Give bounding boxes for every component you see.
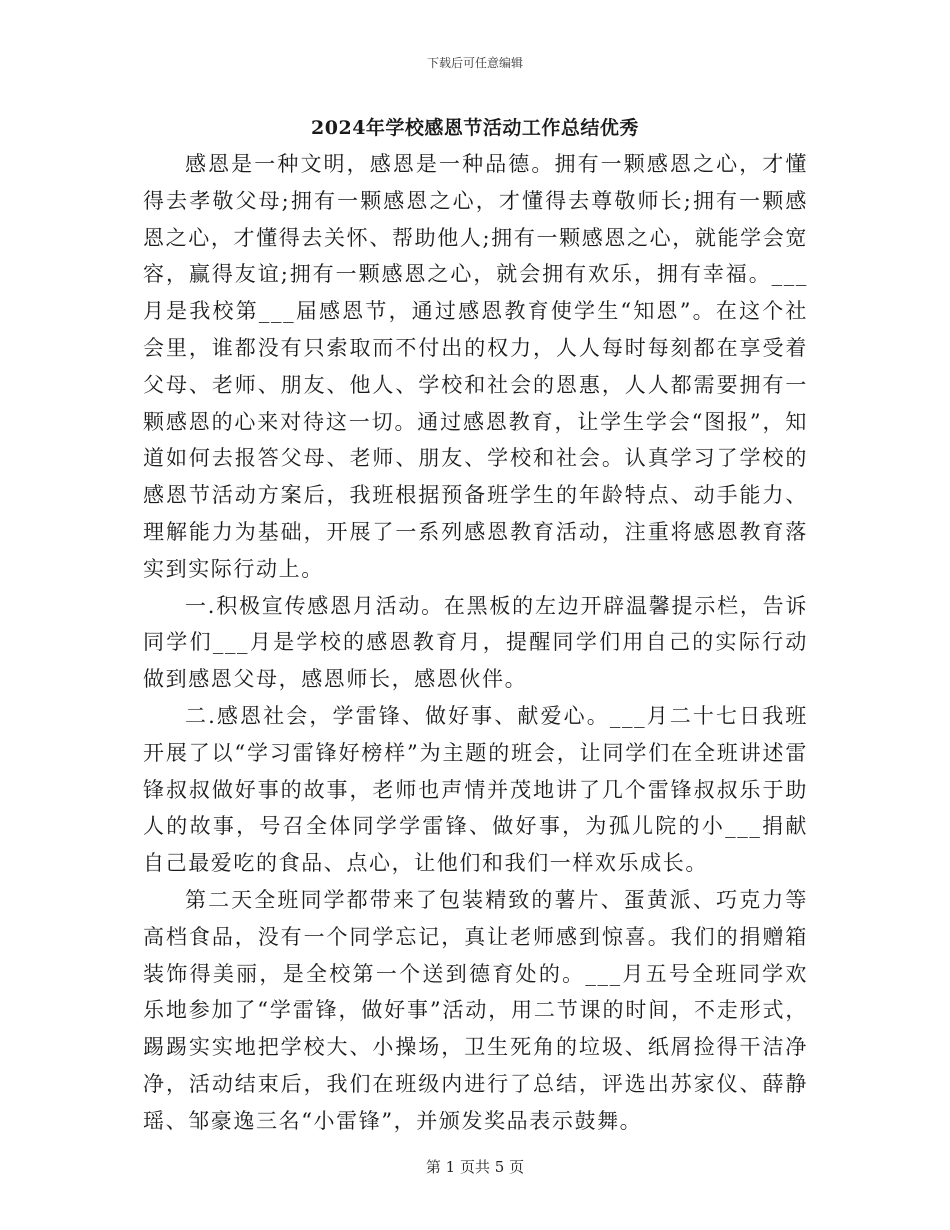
page-number-footer: 第 1 页共 5 页 <box>425 1158 525 1176</box>
document-body <box>143 146 808 1140</box>
paragraph-section-2-continued: 第二天全班同学都带来了包装精致的薯片、蛋黄派、巧克力等高档食品，没有一个同学忘记，真让老师感到惊喜。我们的捐赠箱装饰得美丽，是全校第一个送到德育处的。___月五号全班同学欢乐地参加了“学雷锋，做好事”活动，用二节课的时间，不走形式，踢踢实实地把学校大、小操场，卫生死角的垃圾、纸屑捡得干洁净净，活动结束后，我们在班级内进行了总结，评选出苏家仪、薛静瑶、邹豪逸三名“小雷锋”，并颁发奖品表示鼓舞。 <box>143 887 808 1133</box>
paragraph-section-2: 二.感恩社会，学雷锋、做好事、献爱心。___月二十七日我班开展了以“学习雷锋好榜样”为主题的班会，让同学们在全班讲述雷锋叔叔做好事的故事，老师也声情并茂地讲了几个雷锋叔叔乐于助人的故事，号召全体同学学雷锋、做好事，为孤儿院的小___捐献自己最爱吃的食品、点心，让他们和我们一样欢乐成长。 <box>143 703 808 876</box>
paragraph-section-1: 一.积极宣传感恩月活动。在黑板的左边开辟温馨提示栏，告诉同学们___月是学校的感恩教育月，提醒同学们用自己的实际行动做到感恩父母，感恩师长，感恩伙伴。 <box>143 593 808 692</box>
page-header-note: 下载后可任意编辑 <box>426 56 523 70</box>
paragraph-intro: 感恩是一种文明，感恩是一种品德。拥有一颗感恩之心，才懂得去孝敬父母;拥有一颗感恩之心，才懂得去尊敬师长;拥有一颗感恩之心，才懂得去关怀、帮助他人;拥有一颗感恩之心，就能学会宽容，赢得友谊;拥有一颗感恩之心，就会拥有欢乐，拥有幸福。___月是我校第___届感恩节，通过感恩教育使学生“知恩”。在这个社会里，谁都没有只索取而不付出的权力，人人每时每刻都在享受着父母、老师、朋友、他人、学校和社会的恩惠，人人都需要拥有一颗感恩的心来对待这一切。通过感恩教育，让学生学会“图报”，知道如何去报答父母、老师、朋友、学校和社会。认真学习了学校的感恩节活动方案后，我班根据预备班学生的年龄特点、动手能力、理解能力为基础，开展了一系列感恩教育活动，注重将感恩教育落实到实际行动上。 <box>143 152 808 581</box>
document-title: 2024年学校感恩节活动工作总结优秀 <box>311 117 639 139</box>
